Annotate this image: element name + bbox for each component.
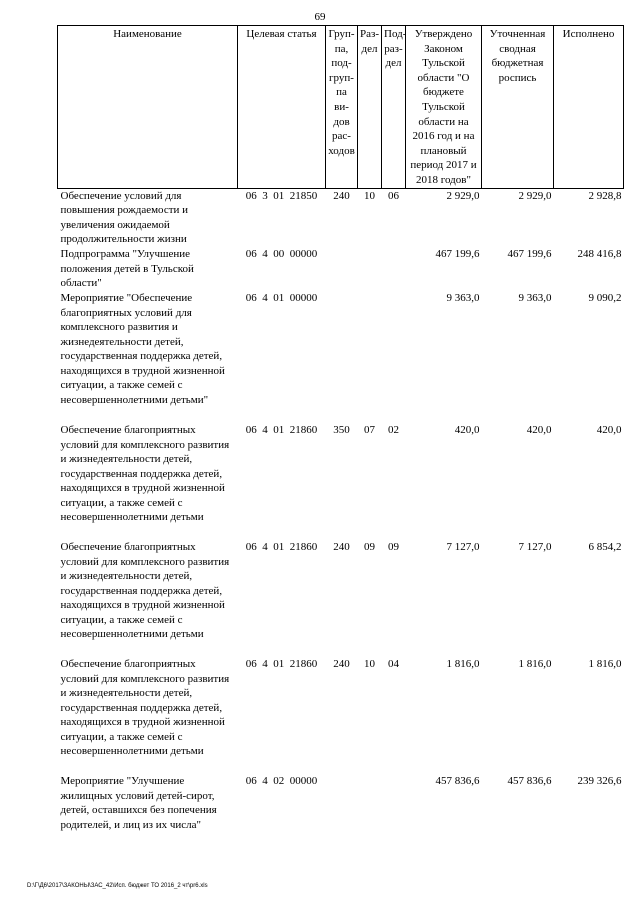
- row-section: 10: [364, 189, 375, 202]
- table-header-row: [58, 26, 624, 189]
- row-section: [358, 291, 382, 423]
- row-group: 240: [333, 540, 350, 553]
- row-name: Мероприятие "Улучшение жилищных условий детей-сирот, детей, оставшихся без попечения родителей, и лиц из их числа": [60, 774, 217, 831]
- header-target: Целевая статья: [238, 26, 326, 189]
- row-executed: 2 928,8: [588, 189, 622, 202]
- row-approved: 2 929,0: [446, 189, 480, 202]
- row-approved: 457 836,6: [435, 774, 480, 787]
- row-group: [326, 774, 358, 834]
- row-executed: 420,0: [596, 423, 622, 436]
- row-refined: 1 816,0: [518, 657, 552, 670]
- row-refined: 9 363,0: [518, 291, 552, 304]
- header-executed: Исполнено: [554, 26, 624, 189]
- header-name: Наименование: [58, 26, 238, 189]
- file-path-footer: D:\Г\Д6\2017\ЗАКОНЫ\ЗАС_42\Исп. бюджет ТО 2016_2 чт\pr6.xls: [27, 883, 208, 889]
- header-refined: Уточненная сводная бюджетная роспись: [482, 26, 554, 189]
- table-row: [58, 657, 624, 774]
- row-name: Мероприятие "Обеспечение благоприятных условий для комплексного развития и жизнедеятельности детей, государственная поддержка детей, находящихся в трудной жизненной ситуации, а также семей с несовершеннолетними детьми": [60, 291, 225, 407]
- row-group: 240: [333, 189, 350, 202]
- row-approved: 420,0: [454, 423, 480, 436]
- row-executed: 6 854,2: [588, 540, 622, 553]
- row-refined: 420,0: [526, 423, 552, 436]
- row-subsection: 06: [388, 189, 399, 202]
- row-approved: 7 127,0: [446, 540, 480, 553]
- table-row: [58, 774, 624, 834]
- row-code: 06 4 01 21860: [245, 423, 318, 436]
- header-subsection: Под- раз- дел: [382, 26, 406, 189]
- header-approved: Утверждено Законом Тульской области "О бюджете Тульской области на 2016 год и на плановый период 2017 и 2018 годов": [406, 26, 482, 189]
- table-row: [58, 540, 624, 657]
- row-name: Обеспечение благоприятных условий для комплексного развития и жизнедеятельности детей, государственная поддержка детей, находящихся в трудной жизненной ситуации, а также семей с несовершеннолетними детьми: [60, 540, 230, 641]
- row-name: Обеспечение условий для повышения рождаемости и увеличения ожидаемой продолжительности жизни: [60, 189, 189, 246]
- row-subsection: [382, 247, 406, 291]
- table-row: [58, 247, 624, 291]
- row-subsection: 04: [388, 657, 399, 670]
- row-group: 350: [333, 423, 350, 436]
- row-group: [326, 291, 358, 423]
- row-approved: 1 816,0: [446, 657, 480, 670]
- row-section: 07: [364, 423, 375, 436]
- budget-table: [57, 25, 624, 834]
- row-executed: 1 816,0: [588, 657, 622, 670]
- row-executed: 248 416,8: [577, 247, 622, 260]
- row-code: 06 3 01 21850: [245, 189, 318, 202]
- row-executed: 239 326,6: [577, 774, 622, 787]
- row-name: Обеспечение благоприятных условий для комплексного развития и жизнедеятельности детей, государственная поддержка детей, находящихся в трудной жизненной ситуации, а также семей с несовершеннолетними детьми: [60, 423, 230, 524]
- row-subsection: [382, 291, 406, 423]
- row-approved: 467 199,6: [435, 247, 480, 260]
- row-approved: 9 363,0: [446, 291, 480, 304]
- row-subsection: [382, 774, 406, 834]
- row-section: [358, 247, 382, 291]
- table-row: [58, 291, 624, 423]
- row-name: Обеспечение благоприятных условий для комплексного развития и жизнедеятельности детей, государственная поддержка детей, находящихся в трудной жизненной ситуации, а также семей с несовершеннолетними детьми: [60, 657, 230, 758]
- row-code: 06 4 00 00000: [245, 247, 318, 260]
- row-refined: 467 199,6: [507, 247, 552, 260]
- row-section: 09: [364, 540, 375, 553]
- row-code: 06 4 02 00000: [245, 774, 318, 787]
- table-row: [58, 423, 624, 540]
- row-code: 06 4 01 21860: [245, 540, 318, 553]
- row-code: 06 4 01 00000: [245, 291, 318, 304]
- row-section: 10: [364, 657, 375, 670]
- row-subsection: 09: [388, 540, 399, 553]
- row-section: [358, 774, 382, 834]
- header-section: Раз- дел: [358, 26, 382, 189]
- row-subsection: 02: [388, 423, 399, 436]
- row-refined: 7 127,0: [518, 540, 552, 553]
- page-number: 69: [314, 11, 326, 23]
- row-executed: 9 090,2: [588, 291, 622, 304]
- row-code: 06 4 01 21860: [245, 657, 318, 670]
- row-group: 240: [333, 657, 350, 670]
- row-name: Подпрограмма "Улучшение положения детей в Тульской области": [60, 247, 194, 290]
- row-refined: 457 836,6: [507, 774, 552, 787]
- table-row: [58, 188, 624, 247]
- header-group: Груп- па, под- груп- па ви- дов рас- ходов: [326, 26, 358, 189]
- row-group: [326, 247, 358, 291]
- row-refined: 2 929,0: [518, 189, 552, 202]
